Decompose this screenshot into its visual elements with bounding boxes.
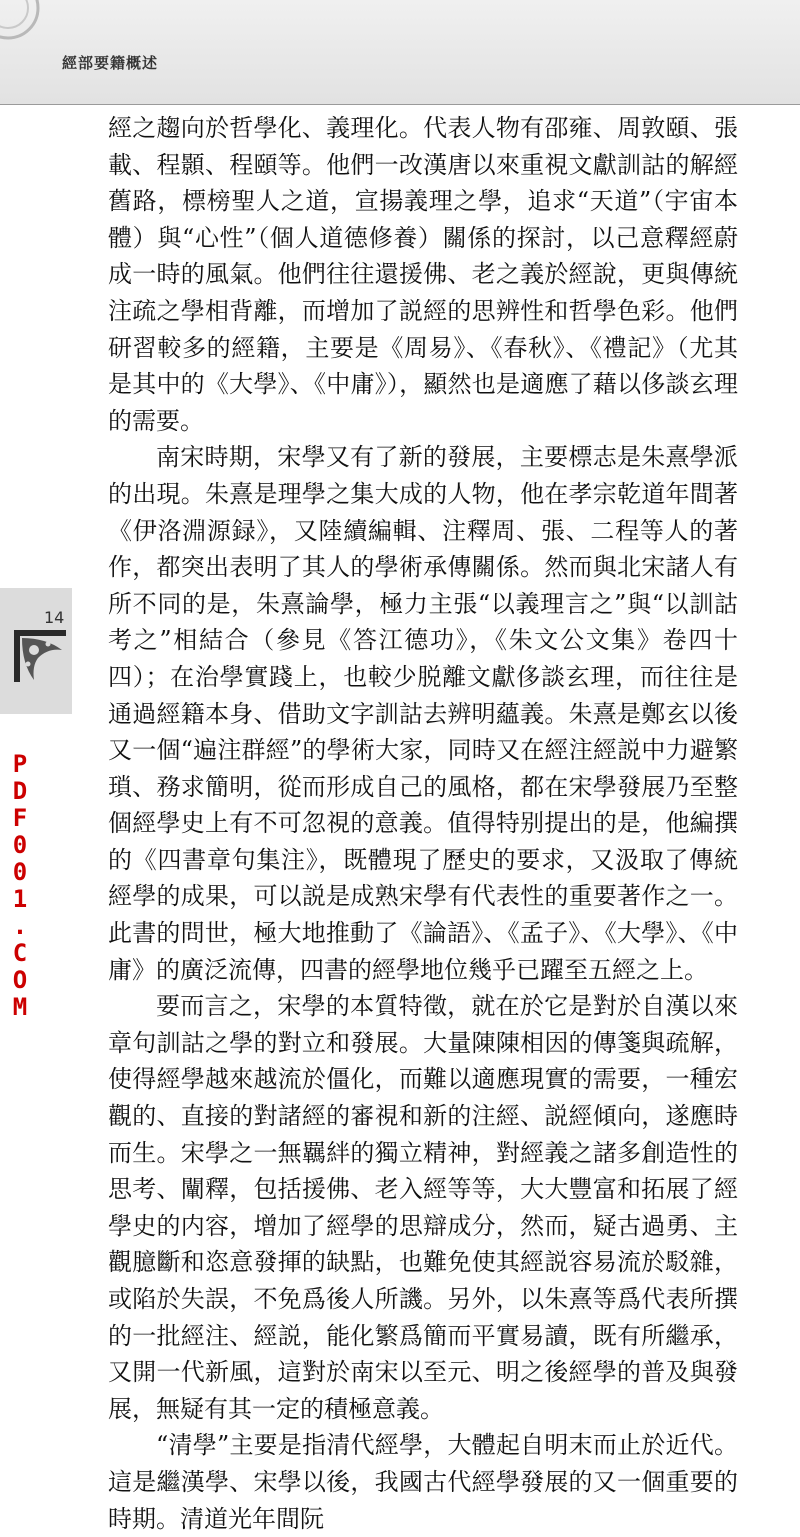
paragraph: “清學”主要是指清代經學，大體起自明末而止於近代。這是繼漢學、宋學以後，我國古代經學發展的又一個重要的時期。清道光年間阮 <box>108 1431 738 1533</box>
page-number: 14 <box>44 608 65 627</box>
paragraph: 南宋時期，宋學又有了新的發展，主要標志是朱熹學派的出現。朱熹是理學之集大成的人物，他在孝宗乾道年間著《伊洛淵源録》，又陸續編輯、注釋周、張、二程等人的著作，都突出表明了其人的學術承傳關係。然而與北宋諸人有所不同的是，朱熹論學，極力主張“以義理言之”與“以訓詁考之”相結合（參見《答江德功》，《朱文公文集》卷四十四）；在治學實踐上，也較少脱離文獻侈談玄理，而往往是通過經籍本身、借助文字訓詁去辨明蘊義。朱熹是鄭玄以後又一個“遍注群經”的學術大家，同時又在經注經説中力避繁瑣、務求簡明，從而形成自己的風格，都在宋學發展乃至整個經學史上有不可忽視的意義。值得特别提出的是，他編撰的《四書章句集注》，既體現了歷史的要求，又汲取了傳統經學的成果，可以説是成熟宋學有代表性的重要著作之一。此書的問世，極大地推動了《論語》、《孟子》、《大學》、《中庸》的廣泛流傳，四書的經學地位幾乎已躍至五經之上。 <box>108 443 738 984</box>
watermark: PDF001.COM <box>6 750 34 1020</box>
paragraph: 經之趨向於哲學化、義理化。代表人物有邵雍、周敦頤、張載、程顥、程頤等。他們一改漢唐以來重視文獻訓詁的解經舊路，標榜聖人之道，宣揚義理之學，追求“天道”（宇宙本體）與“心性”（個人道德修養）關係的探討，以己意釋經蔚成一時的風氣。他們往往還援佛、老之義於經說，更與傳統注疏之學相背離，而增加了説經的思辨性和哲學色彩。他們研習較多的經籍，主要是《周易》、《春秋》、《禮記》（尤其是其中的《大學》、《中庸》），顯然也是適應了藉以侈談玄理的需要。 <box>108 114 738 435</box>
running-head: 經部要籍概述 <box>62 54 159 72</box>
body-text <box>108 110 738 1537</box>
paragraph: 要而言之，宋學的本質特徵，就在於它是對於自漢以來章句訓詁之學的對立和發展。大量陳陳相因的傳箋與疏解，使得經學越來越流於僵化，而難以適應現實的需要，一種宏觀的、直接的對諸經的審視和新的注經、説經傾向，遂應時而生。宋學之一無羈絆的獨立精神，對經義之諸多創造性的思考、闡釋，包括援佛、老入經等等，大大豐富和拓展了經學史的内容，增加了經學的思辯成分，然而，疑古過勇、主觀臆斷和恣意發揮的缺點，也難免使其經説容易流於駁雜，或陷於失誤，不免爲後人所譏。另外，以朱熹等爲代表所撰的一批經注、經説，能化繁爲簡而平實易讀，既有所繼承，又開一代新風，這對於南宋以至元、明之後經學的普及與發展，無疑有其一定的積極意義。 <box>108 992 738 1423</box>
corner-ornament-icon <box>12 628 68 684</box>
header-band <box>0 0 800 105</box>
header-ornament-icon <box>0 0 60 60</box>
